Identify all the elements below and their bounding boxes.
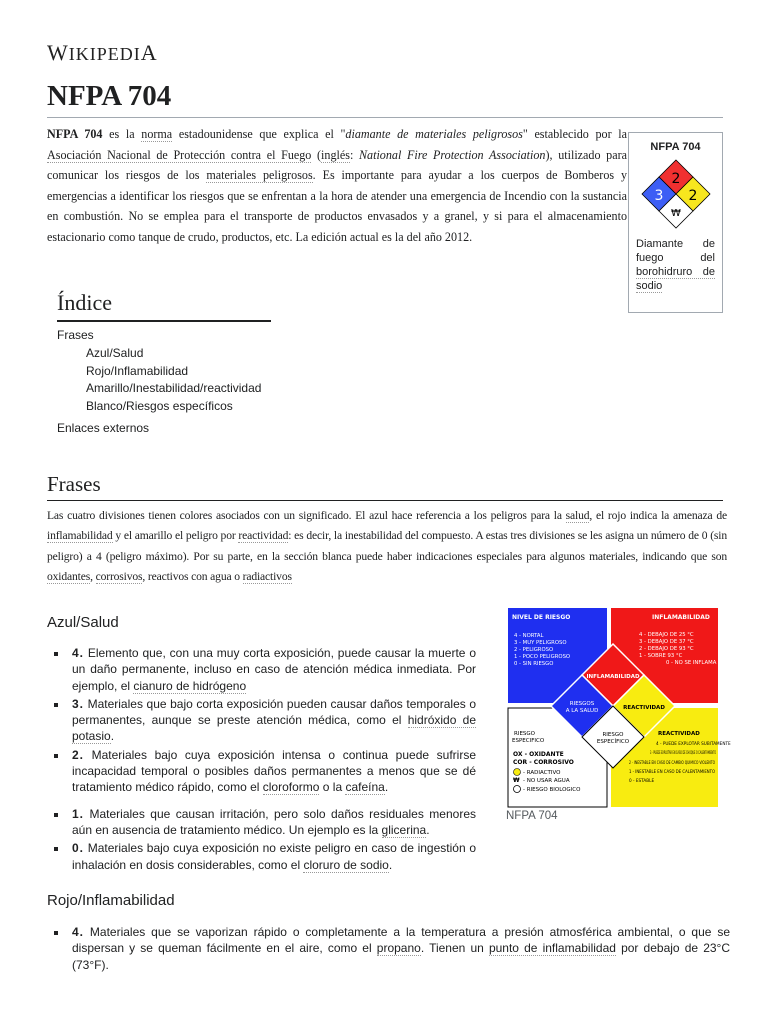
figure-blue-title: NIVEL DE RIESGO: [512, 614, 571, 621]
figure-red-diamond-label: INFLAMABILIDAD: [586, 674, 640, 680]
no-water-icon: ₩: [513, 777, 520, 784]
item-text: .: [110, 729, 115, 744]
link-inflamabilidad[interactable]: inflamabilidad: [47, 529, 113, 543]
figure-yellow-line: 3 - PUEDE EXPLOTAR EN CASO DE CHOQUE O CALENTAMIENTO: [650, 750, 717, 755]
item-number: 3.: [72, 696, 85, 711]
figure-yellow-line: 2 - INESTABLE EN CASO DE CAMBIO QUIMICO VIOLENTO: [629, 760, 716, 765]
figure-blue-line: 4 - NORTAL: [514, 633, 544, 639]
frases-text: , el rojo indica la amenaza de: [589, 509, 727, 522]
link-reactividad[interactable]: reactividad: [238, 529, 289, 543]
link-hidroxido[interactable]: hidróxido de potasio: [72, 713, 477, 744]
figure-white-diamond-label: ESPECÍFICO: [596, 739, 630, 745]
item-text: Materiales que causan irritación, pero solo daños residuales menores aún en ausencia de tratamiento médico. Un ejemplo es la: [72, 806, 476, 837]
rojo-list: [47, 924, 730, 973]
item-number: 4.: [72, 925, 85, 939]
frases-paragraph: [47, 506, 727, 587]
item-text: Elemento que, con una muy corta exposición, puede causar la muerte o un daño permanente, incluso en caso de atención médica inmediata. Por ejemplo, el: [72, 646, 476, 693]
toc-item-frases[interactable]: Frases: [57, 328, 94, 342]
toc-item-rojo[interactable]: Rojo/Inflamabilidad: [86, 363, 189, 378]
figure-white-line: OX - OXIDANTE: [513, 751, 564, 758]
figure-blue-line: 3 - MUY PELIGROSO: [514, 640, 567, 646]
link-materiales-peligrosos[interactable]: materiales peligrosos: [206, 168, 313, 183]
wordmark-a: A: [140, 40, 158, 65]
link-punto-inflamabilidad[interactable]: punto de inflamabilidad: [488, 941, 616, 956]
figure-white-line: - RADIACTIVO: [523, 770, 561, 776]
list-item: [47, 747, 476, 796]
wikipedia-wordmark[interactable]: [47, 40, 158, 66]
item-text: . Tienen un: [420, 941, 489, 956]
figure-red-line: 1 - SOBRE 93 °C: [639, 653, 683, 659]
section-heading-frases: Frases: [47, 472, 101, 496]
figure-yellow-diamond-label: REACTIVIDAD: [623, 705, 665, 711]
figure-red-line: 4 - DEBAJO DE 25 °C: [639, 632, 694, 638]
toc-item-blanco[interactable]: Blanco/Riesgos específicos: [86, 399, 233, 414]
toc-item-amarillo[interactable]: Amarillo/Inestabilidad/reactividad: [86, 381, 262, 396]
figure-blue-line: 2 - PELIGROSO: [514, 647, 554, 653]
biohazard-icon: [514, 786, 521, 793]
figure-blue-line: 1 - POCO PELIGROSO: [514, 654, 571, 660]
item-text: .: [384, 780, 389, 795]
subheading-azul: Azul/Salud: [47, 614, 119, 631]
intro-text: :: [349, 147, 359, 162]
diamond-bottom-symbol: ₩: [670, 208, 681, 219]
link-borohidruro[interactable]: borohidruro de sodio: [636, 266, 715, 292]
intro-text: " establecido por la: [522, 127, 628, 141]
item-text: .: [388, 857, 393, 872]
link-cloroformo[interactable]: cloroformo: [262, 780, 320, 795]
infobox-caption: [636, 237, 715, 293]
azul-list: [47, 645, 476, 873]
item-text: Materiales bajo cuya exposición no existe peligro en caso de ingestión o inhalación en dosis considerables, como el: [72, 841, 476, 872]
list-item: [47, 696, 476, 745]
toc-heading: Índice: [57, 290, 112, 315]
figure-blue-diamond-label: A LA SALUD: [565, 708, 599, 714]
wordmark-w: W: [47, 40, 69, 65]
list-item: [47, 645, 476, 694]
item-text: Materiales bajo cuya exposición intensa o continua puede sufrirse incapacidad temporal o posibles daños permanentes a menos que se dé tratamiento médico rápido, como el: [72, 747, 476, 795]
intro-text: estadounidense que explica el ": [172, 127, 346, 141]
frases-text: Las cuatro divisiones tienen colores asociados con un significado. El azul hace referencia a los peligros para la: [47, 509, 566, 522]
toc-item-azul[interactable]: Azul/Salud: [86, 345, 144, 360]
infobox-caption-text: Diamante de fuego del: [636, 238, 715, 264]
link-radiactivos[interactable]: radiactivos: [242, 569, 292, 583]
table-of-contents: [57, 327, 261, 438]
figure-white-line: - RIESGO BIOLOGICO: [523, 787, 581, 793]
list-item: [47, 806, 476, 839]
nfpa-704-figure[interactable]: [506, 606, 731, 809]
infobox-title: NFPA 704: [650, 141, 701, 153]
link-cloruro-sodio[interactable]: cloruro de sodio: [303, 857, 389, 872]
figure-blue-diamond-label: RIESGOS: [569, 701, 595, 707]
item-text: por debajo de 23°C (73°F).: [72, 941, 731, 972]
figure-white-diamond-label: RIESGO: [602, 732, 624, 738]
figure-yellow-line: 4 - PUEDE EXPLOTAR SUBITAMENTE: [656, 741, 731, 746]
diamond-top-number: 2: [671, 171, 680, 187]
diamond-left-number: 3: [654, 188, 663, 204]
link-oxidantes[interactable]: oxidantes: [47, 569, 91, 583]
link-salud[interactable]: salud: [565, 509, 590, 522]
figure-red-line: 0 - NO SE INFLAMA: [666, 660, 717, 666]
title-divider: [47, 117, 723, 118]
figure-red-line: 3 - DEBAJO DE 37 °C: [639, 639, 694, 645]
intro-italic: diamante de materiales peligrosos: [345, 127, 523, 141]
intro-text: (: [311, 147, 322, 162]
section-divider: [47, 500, 723, 501]
figure-yellow-title: REACTIVIDAD: [658, 731, 700, 737]
nfpa-diamond-icon: [641, 159, 711, 229]
link-cianuro[interactable]: cianuro de hidrógeno: [133, 678, 247, 693]
link-norma[interactable]: norma: [141, 127, 173, 141]
item-number: 1.: [72, 806, 85, 821]
intro-text: . Es importante para ayudar a los cuerpos de Bomberos y emergencias a identificar los riesgos que se enfrentan a la hora de atender una emergencia de Incendio con la sustancia en combustión. No se emplea para el transporte de productos envasados y a granel, y si para el almacenamiento estacionario como tanque de crudo, productos, etc. La edición actual es la del año 2012.: [47, 168, 627, 244]
toc-item-enlaces[interactable]: Enlaces externos: [57, 420, 150, 435]
frases-text: ,: [90, 569, 96, 583]
list-item: [47, 924, 730, 973]
link-ingles[interactable]: inglés: [321, 147, 350, 162]
figure-yellow-line: 1 - INESTABLE EN CASO DE CALENTAMIENTO: [629, 769, 716, 774]
figure-white-line: - NO USAR AGUA: [523, 778, 570, 784]
intro-text: ), utilizado para comunicar los riesgos de los: [47, 147, 627, 183]
frases-text: : es decir, la inestabilidad del compuesto. A estas tres divisiones se les asigna un número de 0 (sin peligro) a 4 (peligro máximo). Por su parte, en la sección blanca puede haber indicaciones especiales para algunos materiales, indicando que son: [47, 529, 727, 563]
figure-blue-line: 0 - SIN RIESGO: [514, 661, 554, 667]
item-text: Materiales que se vaporizan rápido o completamente a la temperatura a presión atmosférica ambiental, o que se dispersan y se queman fácilmente en el aire, como el: [72, 925, 730, 956]
radiactivo-icon: [514, 769, 521, 776]
subheading-rojo: Rojo/Inflamabilidad: [47, 892, 175, 909]
figure-caption: NFPA 704: [506, 810, 558, 822]
link-propano[interactable]: propano: [376, 941, 421, 956]
toc-divider: [57, 320, 271, 322]
frases-text: y el amarillo el peligro por: [112, 529, 239, 543]
item-text: Materiales que bajo corta exposición pueden causar daños temporales o permanentes, aunque se preste atención médica, como el: [72, 696, 476, 728]
infobox: [628, 132, 723, 313]
figure-white-title: ESPECIFICO: [512, 738, 545, 744]
intro-text: es la: [102, 127, 142, 141]
figure-white-title: RIESGO: [514, 731, 536, 737]
page-title: NFPA 704: [47, 80, 172, 112]
figure-white-line: COR - CORROSIVO: [513, 759, 574, 766]
item-text: o la: [319, 780, 346, 795]
item-text: .: [426, 822, 430, 837]
link-glicerina[interactable]: glicerina: [381, 822, 427, 837]
diamond-right-number: 2: [688, 188, 697, 204]
item-number: 2.: [72, 747, 85, 762]
item-number: 4.: [72, 646, 85, 660]
figure-red-line: 2 - DEBAJO DE 93 °C: [639, 646, 694, 652]
figure-red-title: INFLAMABILIDAD: [652, 614, 710, 621]
intro-bold-term: NFPA 704: [47, 127, 103, 141]
link-asociacion[interactable]: Asociación Nacional de Protección contra el Fuego: [47, 147, 312, 162]
wordmark-ikipedi: IKIPEDI: [68, 44, 141, 64]
item-number: 0.: [72, 841, 85, 856]
intro-paragraph: [47, 124, 627, 248]
link-cafeina[interactable]: cafeína: [345, 780, 385, 795]
frases-text: , reactivos con agua o: [142, 569, 243, 583]
list-item: [47, 840, 476, 873]
link-corrosivos[interactable]: corrosivos: [95, 569, 143, 583]
intro-italic: National Fire Protection Association: [358, 147, 546, 162]
figure-yellow-line: 0 - ESTABLE: [629, 778, 655, 783]
